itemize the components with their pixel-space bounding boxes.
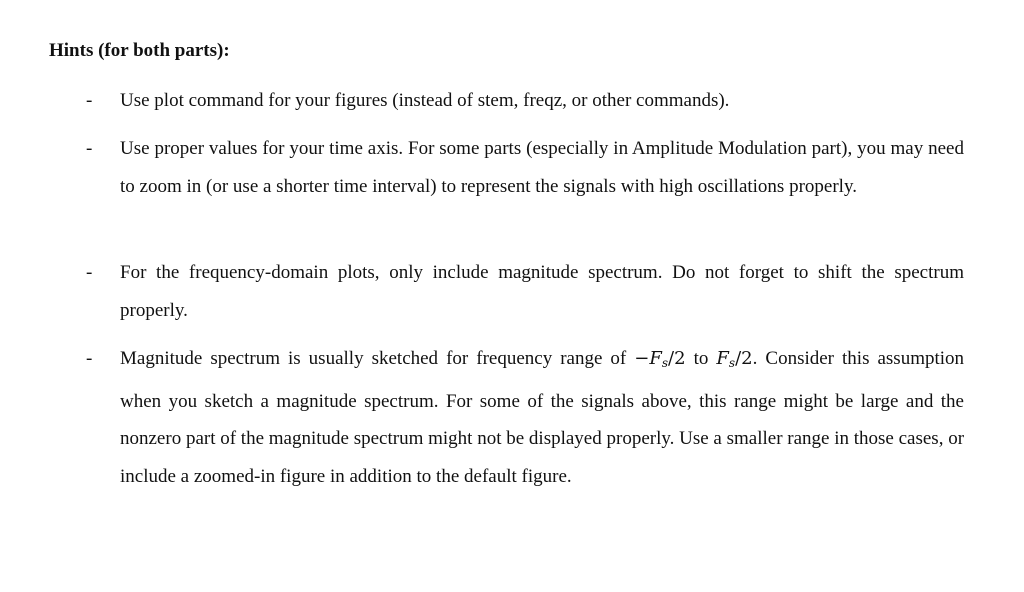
hint-text-1: Use plot command for your figures (instead of stem, freqz, or other commands).: [120, 90, 730, 111]
hint-4-text-after: . Consider this assumption when you sketch a magnitude spectrum. For some of the signals above, this range might be large and the nonzero part of the magnitude spectrum might not be displayed properly. Use a smaller range in those cases, or include a zoomed-in figure in addition to the default figure.: [120, 348, 965, 487]
hint-text-2: Use proper values for your time axis. For some parts (especially in Amplitude Modulation part), you may need to zoom in (or use a shorter time interval) to represent the signals with high oscillations properly.: [120, 138, 964, 197]
hint-4-word-to: to: [693, 348, 709, 369]
bullet-dash: -: [86, 138, 93, 159]
freq-range-end-math: $F_s/2$: [716, 348, 753, 370]
freq-range-start-math: $-F_s/2$: [634, 348, 686, 370]
hint-4-text-before: Magnitude spectrum is usually sketched for frequency range of: [120, 348, 627, 369]
hints-heading: Hints (for both parts):: [49, 40, 230, 61]
bullet-dash: -: [86, 348, 93, 369]
hint-text-4: [120, 340, 964, 495]
hint-text-3: For the frequency-domain plots, only include magnitude spectrum. Do not forget to shift the spectrum properly.: [120, 262, 964, 321]
bullet-dash: -: [86, 90, 93, 111]
bullet-dash: -: [86, 262, 93, 283]
